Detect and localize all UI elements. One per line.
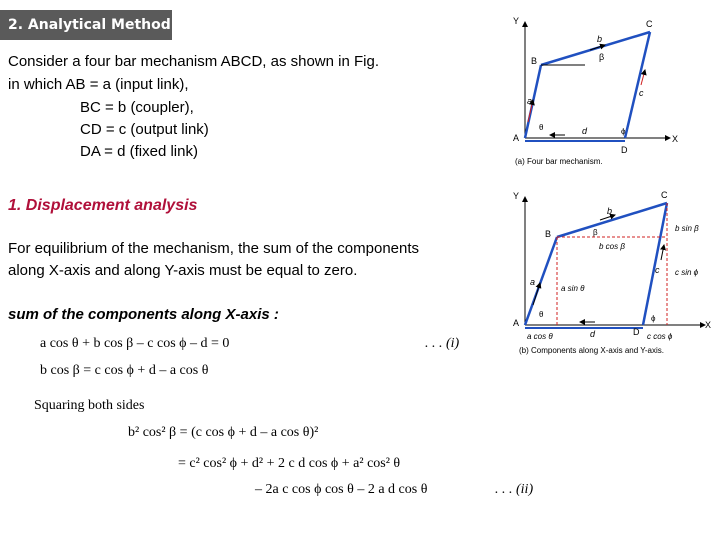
fig1-label-beta: β — [599, 52, 605, 62]
fig1-label-b: b — [597, 34, 603, 44]
fig1-caption: (a) Four bar mechanism. — [515, 157, 603, 166]
fig1-label-c-point: C — [646, 19, 653, 29]
link-cd — [643, 203, 667, 325]
fig2-label-beta: β — [593, 228, 598, 237]
fig1-label-c: c — [639, 88, 644, 98]
fig2-label-theta: θ — [539, 310, 544, 319]
fig1-label-d-point: D — [621, 145, 628, 155]
fig2-label-asin: a sin θ — [561, 284, 585, 293]
equation-4: = c² cos² ϕ + d² + 2 c d cos ϕ + a² cos² θ — [178, 456, 401, 471]
body-line-2: along X-axis and along Y-axis must be equal to zero. — [8, 262, 358, 279]
fig1-label-b-point: B — [531, 56, 538, 66]
equation-3: b² cos² β = (c cos ϕ + d – a cos θ)² — [128, 425, 319, 440]
equation-2: b cos β = c cos ϕ + d – a cos θ — [40, 363, 209, 378]
fig2-label-d-point: D — [633, 327, 640, 337]
intro-line-4: CD = c (output link) — [80, 121, 209, 138]
fig2-label-b: b — [607, 206, 613, 216]
section-title: 1. Displacement analysis — [8, 197, 198, 214]
fig2-label-d: d — [590, 329, 596, 339]
subheading: sum of the components along X-axis : — [8, 306, 279, 323]
fig2-label-a: a — [530, 277, 536, 287]
fig2-label-bsin: b sin β — [675, 224, 699, 233]
equation-5-number: . . . (ii) — [495, 482, 534, 497]
section-header: 2. Analytical Method — [0, 10, 172, 40]
fig2-label-a-point: A — [513, 318, 520, 328]
fig1-label-x: X — [672, 134, 679, 144]
equation-1: a cos θ + b cos β – c cos ϕ – d = 0 — [40, 336, 230, 351]
fig1-label-y: Y — [513, 16, 520, 26]
squaring-note: Squaring both sides — [34, 398, 145, 413]
fig1-label-phi: ϕ — [621, 127, 626, 136]
four-bar-figure — [505, 10, 715, 170]
intro-line-1: Consider a four bar mechanism ABCD, as shown in Fig. — [8, 53, 379, 70]
intro-line-2: in which AB = a (input link), — [8, 76, 189, 93]
fig2-label-c: c — [655, 265, 660, 275]
link-cd — [625, 32, 650, 138]
fig1-label-a-point: A — [513, 133, 520, 143]
fig2-label-y: Y — [513, 191, 520, 201]
fig2-label-acos: a cos θ — [527, 332, 553, 341]
intro-line-3: BC = b (coupler), — [80, 99, 194, 116]
fig2-label-x: X — [705, 320, 712, 330]
fig2-label-c-point: C — [661, 190, 668, 200]
fig1-label-a: a — [527, 96, 533, 106]
equation-1-number: . . . (i) — [425, 336, 460, 351]
equation-5: – 2a c cos ϕ cos θ – 2 a d cos θ — [255, 482, 428, 497]
components-figure — [505, 185, 717, 360]
intro-line-5: DA = d (fixed link) — [80, 143, 198, 160]
fig1-label-theta: θ — [539, 123, 544, 132]
body-line-1: For equilibrium of the mechanism, the sum of the components — [8, 240, 420, 257]
fig2-label-ccos: c cos ϕ — [647, 332, 673, 341]
fig2-label-b-point: B — [545, 229, 552, 239]
fig2-label-csin: c sin ϕ — [675, 268, 699, 277]
fig1-label-d: d — [582, 126, 588, 136]
fig2-caption: (b) Components along X-axis and Y-axis. — [519, 346, 664, 355]
fig2-label-phi: ϕ — [651, 314, 656, 323]
fig2-label-bcos: b cos β — [599, 242, 625, 251]
